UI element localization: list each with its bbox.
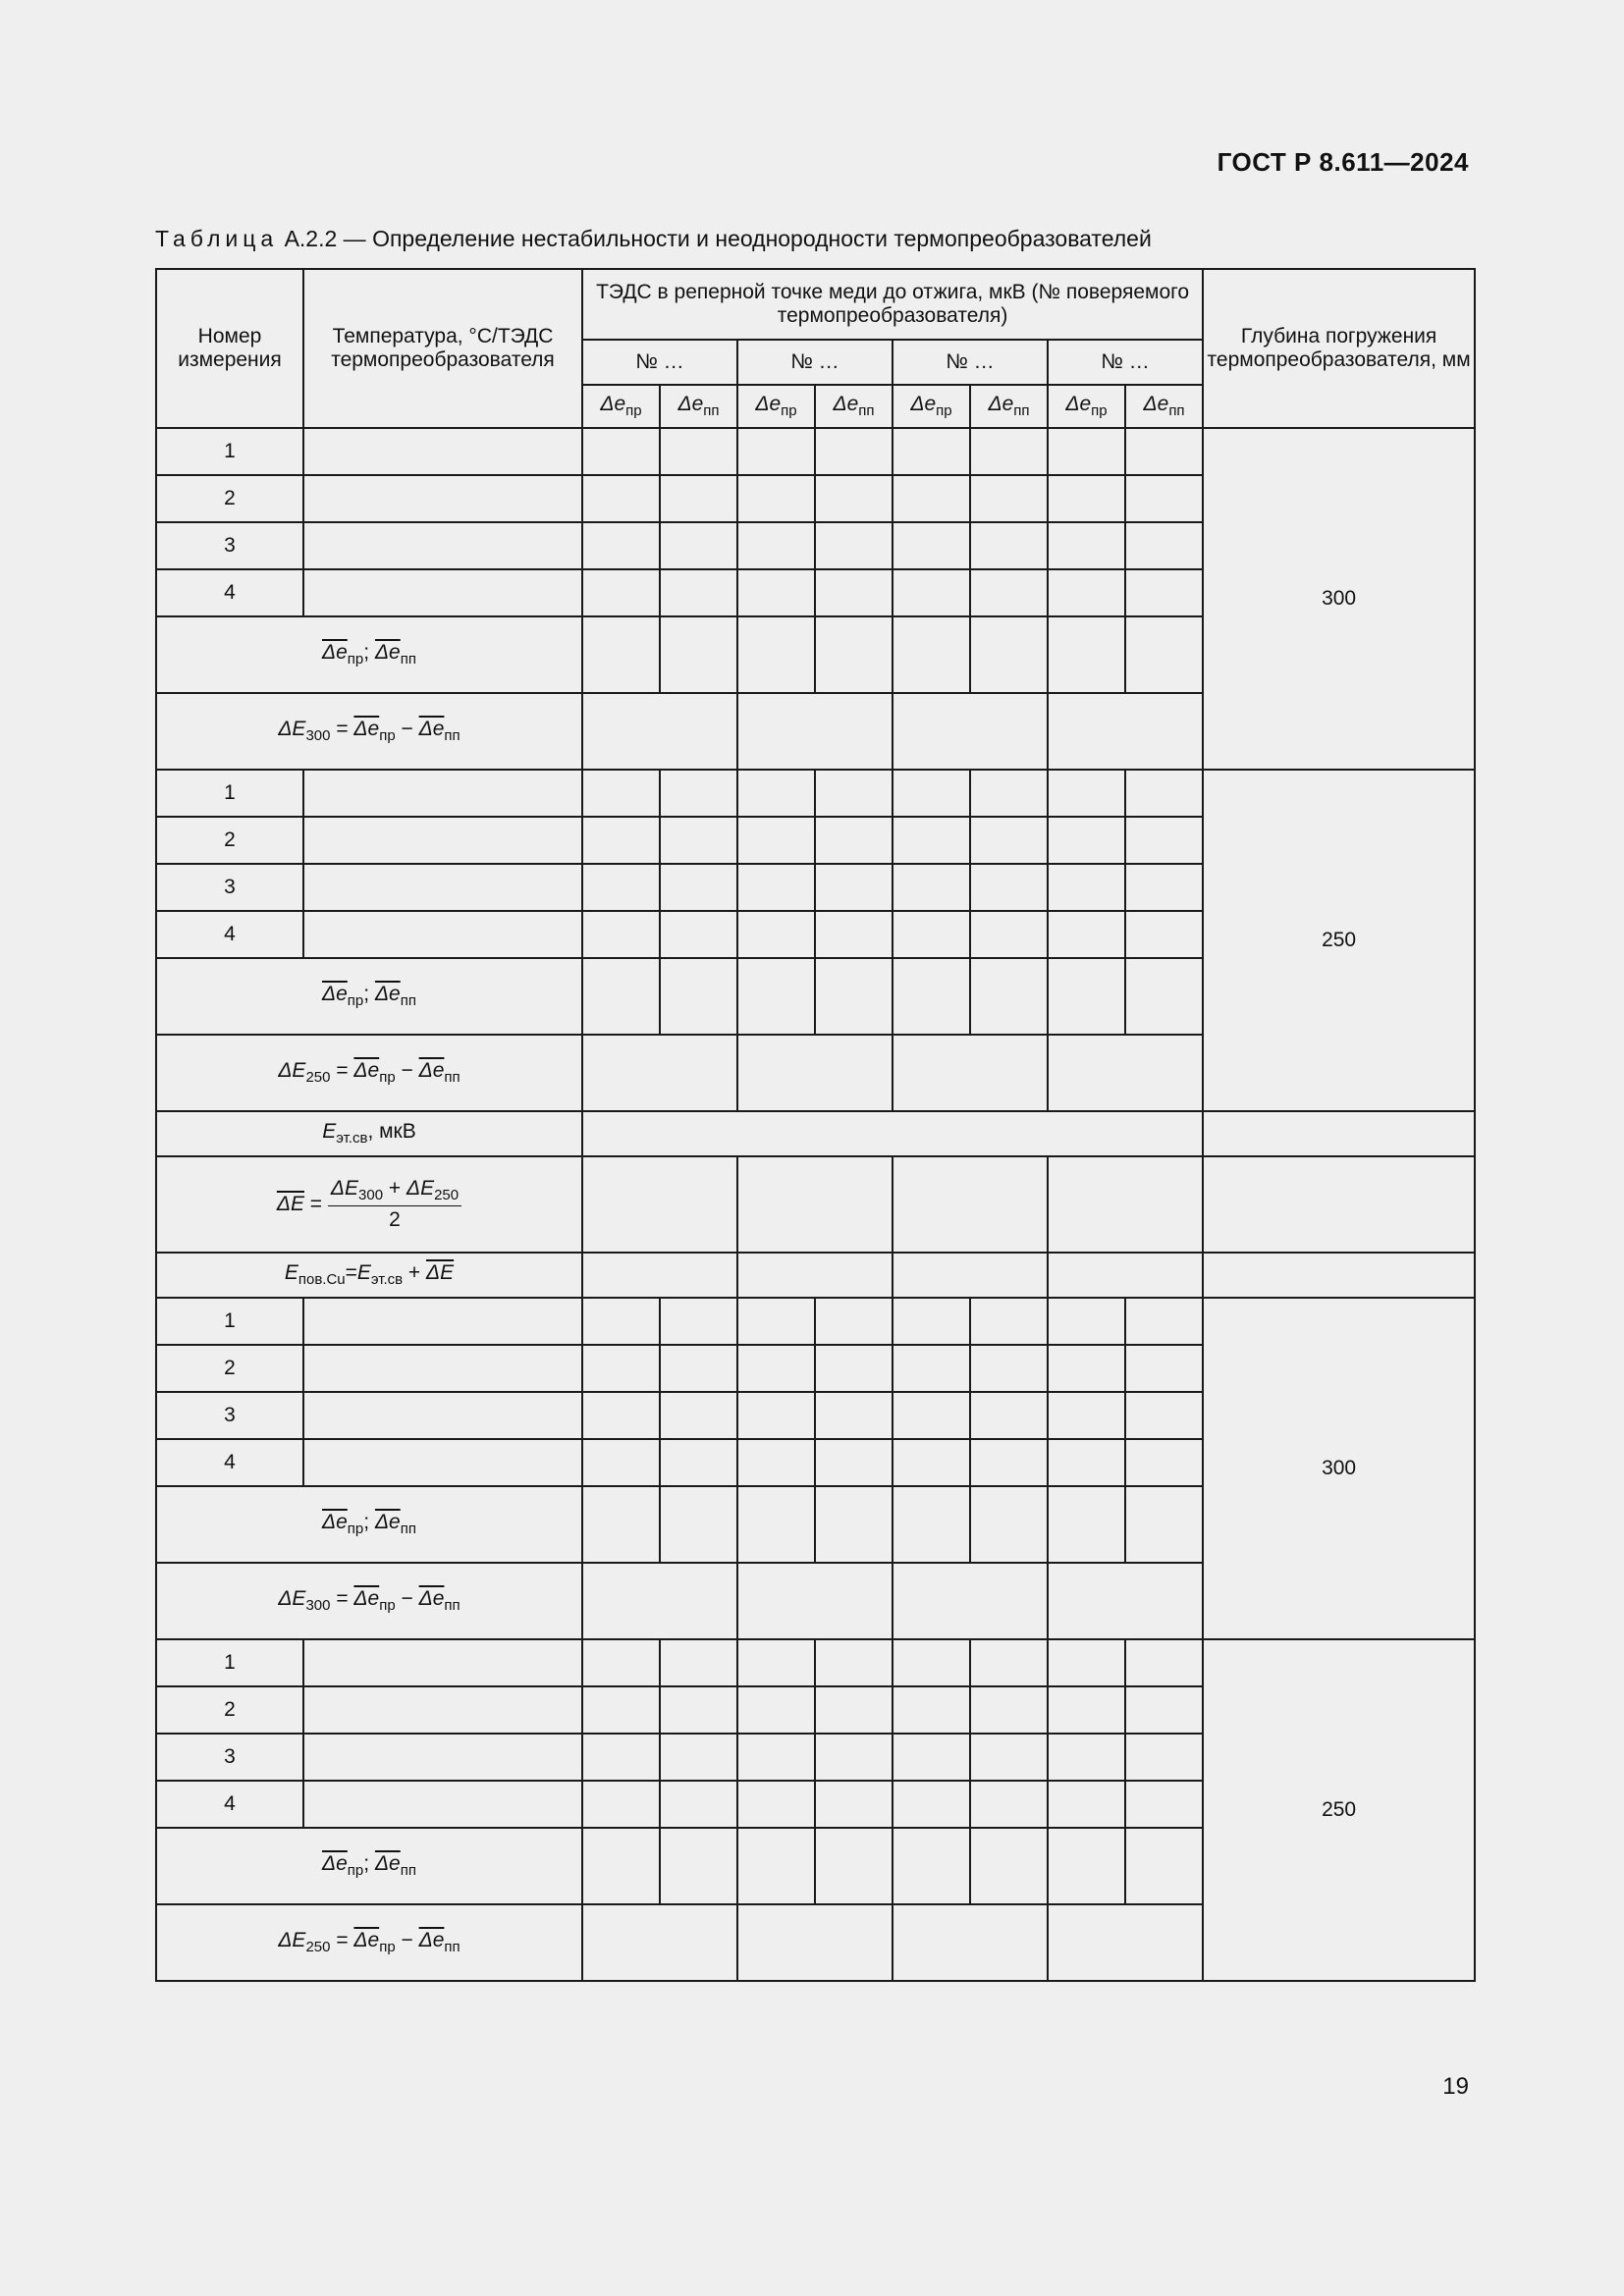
value-cell [660, 911, 737, 958]
value-cell [970, 864, 1048, 911]
value-cell [582, 1828, 660, 1904]
value-cell [893, 817, 970, 864]
value-cell [970, 770, 1048, 817]
row-number: 3 [156, 1734, 303, 1781]
value-cell [1048, 569, 1125, 616]
value-cell [815, 1686, 893, 1734]
value-cell [660, 1298, 737, 1345]
row-number: 3 [156, 1392, 303, 1439]
e-pov-depth-cell [1203, 1253, 1475, 1298]
temp-cell [303, 428, 582, 475]
value-cell [660, 569, 737, 616]
value-cell [1048, 817, 1125, 864]
e-pov-cell [893, 1253, 1048, 1298]
value-cell [893, 475, 970, 522]
value-cell [1048, 1828, 1125, 1904]
value-cell [815, 522, 893, 569]
value-cell [737, 817, 815, 864]
value-cell [970, 1298, 1048, 1345]
value-cell [970, 1639, 1048, 1686]
temp-cell [303, 1392, 582, 1439]
temp-cell [303, 1686, 582, 1734]
value-cell [815, 1734, 893, 1781]
e-pov-cell [737, 1253, 893, 1298]
value-cell [815, 817, 893, 864]
value-cell [893, 569, 970, 616]
value-cell [1125, 616, 1203, 693]
value-cell [1048, 1486, 1125, 1563]
delta-cell [737, 693, 893, 770]
value-cell [815, 1392, 893, 1439]
col-header-de-pr: $\Delta e_{пр}$ [893, 385, 970, 428]
delta-cell [1048, 1035, 1203, 1111]
value-cell [893, 1828, 970, 1904]
value-cell [815, 958, 893, 1035]
value-cell [737, 522, 815, 569]
delta-cell [1048, 693, 1203, 770]
value-cell [1125, 770, 1203, 817]
mean-label: $\overline{\Delta e}_{пр}$; $\overline{\Delta e}_{пп}$ [156, 616, 582, 693]
delta-cell [582, 1904, 737, 1981]
value-cell [1048, 1298, 1125, 1345]
value-cell [582, 1734, 660, 1781]
depth-cell: 250 [1203, 1639, 1475, 1981]
value-cell [815, 911, 893, 958]
value-cell [582, 428, 660, 475]
value-cell [582, 1639, 660, 1686]
delta-cell [893, 693, 1048, 770]
mean-delta-cell [893, 1156, 1048, 1253]
col-header-de-pp: $\Delta e_{пп}$ [815, 385, 893, 428]
value-cell [582, 864, 660, 911]
value-cell [1125, 958, 1203, 1035]
value-cell [893, 428, 970, 475]
delta-cell [737, 1035, 893, 1111]
value-cell [815, 770, 893, 817]
mean-delta-cell [582, 1156, 737, 1253]
value-cell [1048, 1639, 1125, 1686]
value-cell [737, 475, 815, 522]
value-cell [737, 1781, 815, 1828]
value-cell [815, 475, 893, 522]
value-cell [1125, 1486, 1203, 1563]
value-cell [582, 569, 660, 616]
col-header-de-pp: $\Delta e_{пп}$ [970, 385, 1048, 428]
row-number: 4 [156, 569, 303, 616]
delta-label: $\Delta E_{250} = \overline{\Delta e}_{пр} - \overline{\Delta e}_{пп}$ [156, 1035, 582, 1111]
value-cell [1048, 616, 1125, 693]
delta-cell [582, 1563, 737, 1639]
e-et-cell [582, 1111, 1203, 1156]
value-cell [737, 864, 815, 911]
caption-text: А.2.2 — Определение нестабильности и неоднородности термопреобразователей [284, 226, 1152, 251]
col-header-meas-no: Номер измерения [156, 269, 303, 428]
value-cell [893, 1639, 970, 1686]
value-cell [815, 1486, 893, 1563]
value-cell [815, 569, 893, 616]
value-cell [970, 1345, 1048, 1392]
value-cell [660, 770, 737, 817]
value-cell [737, 1639, 815, 1686]
value-cell [815, 1639, 893, 1686]
value-cell [737, 770, 815, 817]
col-header-de-pr: $\Delta e_{пр}$ [1048, 385, 1125, 428]
value-cell [815, 616, 893, 693]
temp-cell [303, 770, 582, 817]
value-cell [582, 1298, 660, 1345]
value-cell [582, 616, 660, 693]
value-cell [1048, 475, 1125, 522]
value-cell [893, 1686, 970, 1734]
value-cell [1125, 475, 1203, 522]
col-header-de-pr: $\Delta e_{пр}$ [582, 385, 660, 428]
mean-delta-formula: $\overline{\Delta E}$ = $\frac{\Delta E_{300} + \Delta E_{250}}{2}$ [156, 1156, 582, 1253]
value-cell [1048, 958, 1125, 1035]
temp-cell [303, 475, 582, 522]
value-cell [582, 1686, 660, 1734]
delta-cell [737, 1563, 893, 1639]
value-cell [660, 522, 737, 569]
delta-cell [737, 1904, 893, 1981]
value-cell [893, 1345, 970, 1392]
delta-cell [582, 693, 737, 770]
temp-cell [303, 1734, 582, 1781]
temp-cell [303, 911, 582, 958]
value-cell [660, 1686, 737, 1734]
value-cell [1125, 911, 1203, 958]
value-cell [1048, 770, 1125, 817]
row-number: 3 [156, 522, 303, 569]
depth-cell: 250 [1203, 770, 1475, 1111]
row-number: 4 [156, 1781, 303, 1828]
value-cell [1048, 864, 1125, 911]
delta-label: $\Delta E_{300} = \overline{\Delta e}_{пр} - \overline{\Delta e}_{пп}$ [156, 693, 582, 770]
delta-label: $\Delta E_{300} = \overline{\Delta e}_{пр} - \overline{\Delta e}_{пп}$ [156, 1563, 582, 1639]
value-cell [582, 475, 660, 522]
value-cell [1125, 1298, 1203, 1345]
value-cell [970, 958, 1048, 1035]
value-cell [660, 1639, 737, 1686]
depth-cell: 300 [1203, 1298, 1475, 1639]
value-cell [970, 522, 1048, 569]
value-cell [660, 1392, 737, 1439]
temp-cell [303, 1298, 582, 1345]
value-cell [1048, 522, 1125, 569]
value-cell [737, 1439, 815, 1486]
col-header-depth: Глубина погружения термопреобразователя, мм [1203, 269, 1475, 428]
value-cell [970, 1439, 1048, 1486]
value-cell [737, 428, 815, 475]
value-cell [737, 1486, 815, 1563]
value-cell [893, 522, 970, 569]
delta-cell [893, 1035, 1048, 1111]
delta-cell [893, 1904, 1048, 1981]
value-cell [660, 616, 737, 693]
col-header-thermo-no: № … [737, 340, 893, 385]
value-cell [737, 1298, 815, 1345]
value-cell [1125, 569, 1203, 616]
value-cell [1125, 522, 1203, 569]
e-pov-cell [1048, 1253, 1203, 1298]
value-cell [1125, 428, 1203, 475]
value-cell [660, 864, 737, 911]
value-cell [582, 522, 660, 569]
value-cell [893, 770, 970, 817]
value-cell [1048, 1439, 1125, 1486]
value-cell [582, 958, 660, 1035]
value-cell [582, 911, 660, 958]
row-number: 1 [156, 1298, 303, 1345]
depth-cell: 300 [1203, 428, 1475, 770]
row-number: 2 [156, 1686, 303, 1734]
value-cell [737, 958, 815, 1035]
delta-cell [1048, 1563, 1203, 1639]
value-cell [970, 475, 1048, 522]
value-cell [582, 1345, 660, 1392]
temp-cell [303, 1781, 582, 1828]
value-cell [582, 1439, 660, 1486]
measurement-table [155, 268, 1476, 1982]
e-pov-formula: $E_{пов.Cu}=E_{эт.св} + \overline{\Delta E}$ [156, 1253, 582, 1298]
value-cell [582, 1486, 660, 1563]
row-number: 4 [156, 911, 303, 958]
value-cell [1048, 911, 1125, 958]
mean-delta-cell [737, 1156, 893, 1253]
value-cell [970, 428, 1048, 475]
temp-cell [303, 864, 582, 911]
value-cell [893, 1486, 970, 1563]
value-cell [737, 911, 815, 958]
value-cell [1125, 1392, 1203, 1439]
value-cell [1125, 817, 1203, 864]
value-cell [582, 1392, 660, 1439]
value-cell [815, 1345, 893, 1392]
value-cell [1125, 1828, 1203, 1904]
value-cell [1125, 1734, 1203, 1781]
value-cell [970, 1392, 1048, 1439]
col-header-thermo-no: № … [1048, 340, 1203, 385]
value-cell [660, 958, 737, 1035]
caption-prefix: Таблица [155, 226, 279, 251]
value-cell [970, 911, 1048, 958]
value-cell [1048, 1781, 1125, 1828]
value-cell [660, 475, 737, 522]
value-cell [1125, 864, 1203, 911]
value-cell [1125, 1686, 1203, 1734]
value-cell [582, 817, 660, 864]
value-cell [737, 1828, 815, 1904]
e-pov-cell [582, 1253, 737, 1298]
value-cell [660, 1486, 737, 1563]
value-cell [893, 1439, 970, 1486]
value-cell [1125, 1781, 1203, 1828]
value-cell [737, 1734, 815, 1781]
col-header-thermo-no: № … [582, 340, 737, 385]
value-cell [970, 1828, 1048, 1904]
value-cell [893, 958, 970, 1035]
row-number: 1 [156, 1639, 303, 1686]
e-et-depth-cell [1203, 1111, 1475, 1156]
value-cell [815, 1439, 893, 1486]
mean-label: $\overline{\Delta e}_{пр}$; $\overline{\Delta e}_{пп}$ [156, 958, 582, 1035]
temp-cell [303, 1639, 582, 1686]
value-cell [1048, 1686, 1125, 1734]
col-header-de-pp: $\Delta e_{пп}$ [660, 385, 737, 428]
value-cell [660, 1345, 737, 1392]
page-number: 19 [1442, 2073, 1469, 2100]
value-cell [970, 1686, 1048, 1734]
value-cell [1125, 1639, 1203, 1686]
row-number: 3 [156, 864, 303, 911]
value-cell [1125, 1345, 1203, 1392]
value-cell [815, 1828, 893, 1904]
temp-cell [303, 522, 582, 569]
value-cell [660, 1439, 737, 1486]
temp-cell [303, 1439, 582, 1486]
value-cell [815, 1781, 893, 1828]
row-number: 1 [156, 428, 303, 475]
value-cell [660, 1734, 737, 1781]
value-cell [893, 1392, 970, 1439]
value-cell [1048, 1392, 1125, 1439]
temp-cell [303, 569, 582, 616]
value-cell [893, 616, 970, 693]
value-cell [815, 1298, 893, 1345]
value-cell [893, 911, 970, 958]
table-caption [155, 226, 1152, 252]
value-cell [737, 1686, 815, 1734]
delta-cell [582, 1035, 737, 1111]
value-cell [970, 569, 1048, 616]
delta-cell [893, 1563, 1048, 1639]
e-et-label: $E_{эт.св}$, мкВ [156, 1111, 582, 1156]
temp-cell [303, 1345, 582, 1392]
value-cell [893, 1298, 970, 1345]
value-cell [582, 770, 660, 817]
row-number: 2 [156, 475, 303, 522]
col-header-thermo-no: № … [893, 340, 1048, 385]
value-cell [1048, 428, 1125, 475]
value-cell [970, 1486, 1048, 1563]
value-cell [815, 864, 893, 911]
value-cell [1048, 1734, 1125, 1781]
delta-cell [1048, 1904, 1203, 1981]
col-header-tedc: ТЭДС в реперной точке меди до отжига, мкВ (№ поверяемого термопреобразователя) [582, 269, 1203, 340]
value-cell [1125, 1439, 1203, 1486]
value-cell [737, 1345, 815, 1392]
value-cell [970, 1781, 1048, 1828]
value-cell [660, 817, 737, 864]
value-cell [893, 1781, 970, 1828]
temp-cell [303, 817, 582, 864]
mean-delta-depth-cell [1203, 1156, 1475, 1253]
value-cell [737, 569, 815, 616]
row-number: 2 [156, 1345, 303, 1392]
mean-label: $\overline{\Delta e}_{пр}$; $\overline{\Delta e}_{пп}$ [156, 1486, 582, 1563]
mean-label: $\overline{\Delta e}_{пр}$; $\overline{\Delta e}_{пп}$ [156, 1828, 582, 1904]
value-cell [970, 616, 1048, 693]
document-code: ГОСТ Р 8.611—2024 [1217, 147, 1469, 177]
value-cell [582, 1781, 660, 1828]
delta-label: $\Delta E_{250} = \overline{\Delta e}_{пр} - \overline{\Delta e}_{пп}$ [156, 1904, 582, 1981]
value-cell [660, 1828, 737, 1904]
value-cell [660, 1781, 737, 1828]
row-number: 4 [156, 1439, 303, 1486]
mean-delta-cell [1048, 1156, 1203, 1253]
value-cell [660, 428, 737, 475]
value-cell [737, 616, 815, 693]
value-cell [970, 817, 1048, 864]
value-cell [970, 1734, 1048, 1781]
value-cell [893, 1734, 970, 1781]
col-header-temp: Температура, °С/ТЭДС термопреобразователя [303, 269, 582, 428]
value-cell [737, 1392, 815, 1439]
col-header-de-pr: $\Delta e_{пр}$ [737, 385, 815, 428]
value-cell [893, 864, 970, 911]
value-cell [815, 428, 893, 475]
col-header-de-pp: $\Delta e_{пп}$ [1125, 385, 1203, 428]
row-number: 1 [156, 770, 303, 817]
value-cell [1048, 1345, 1125, 1392]
row-number: 2 [156, 817, 303, 864]
